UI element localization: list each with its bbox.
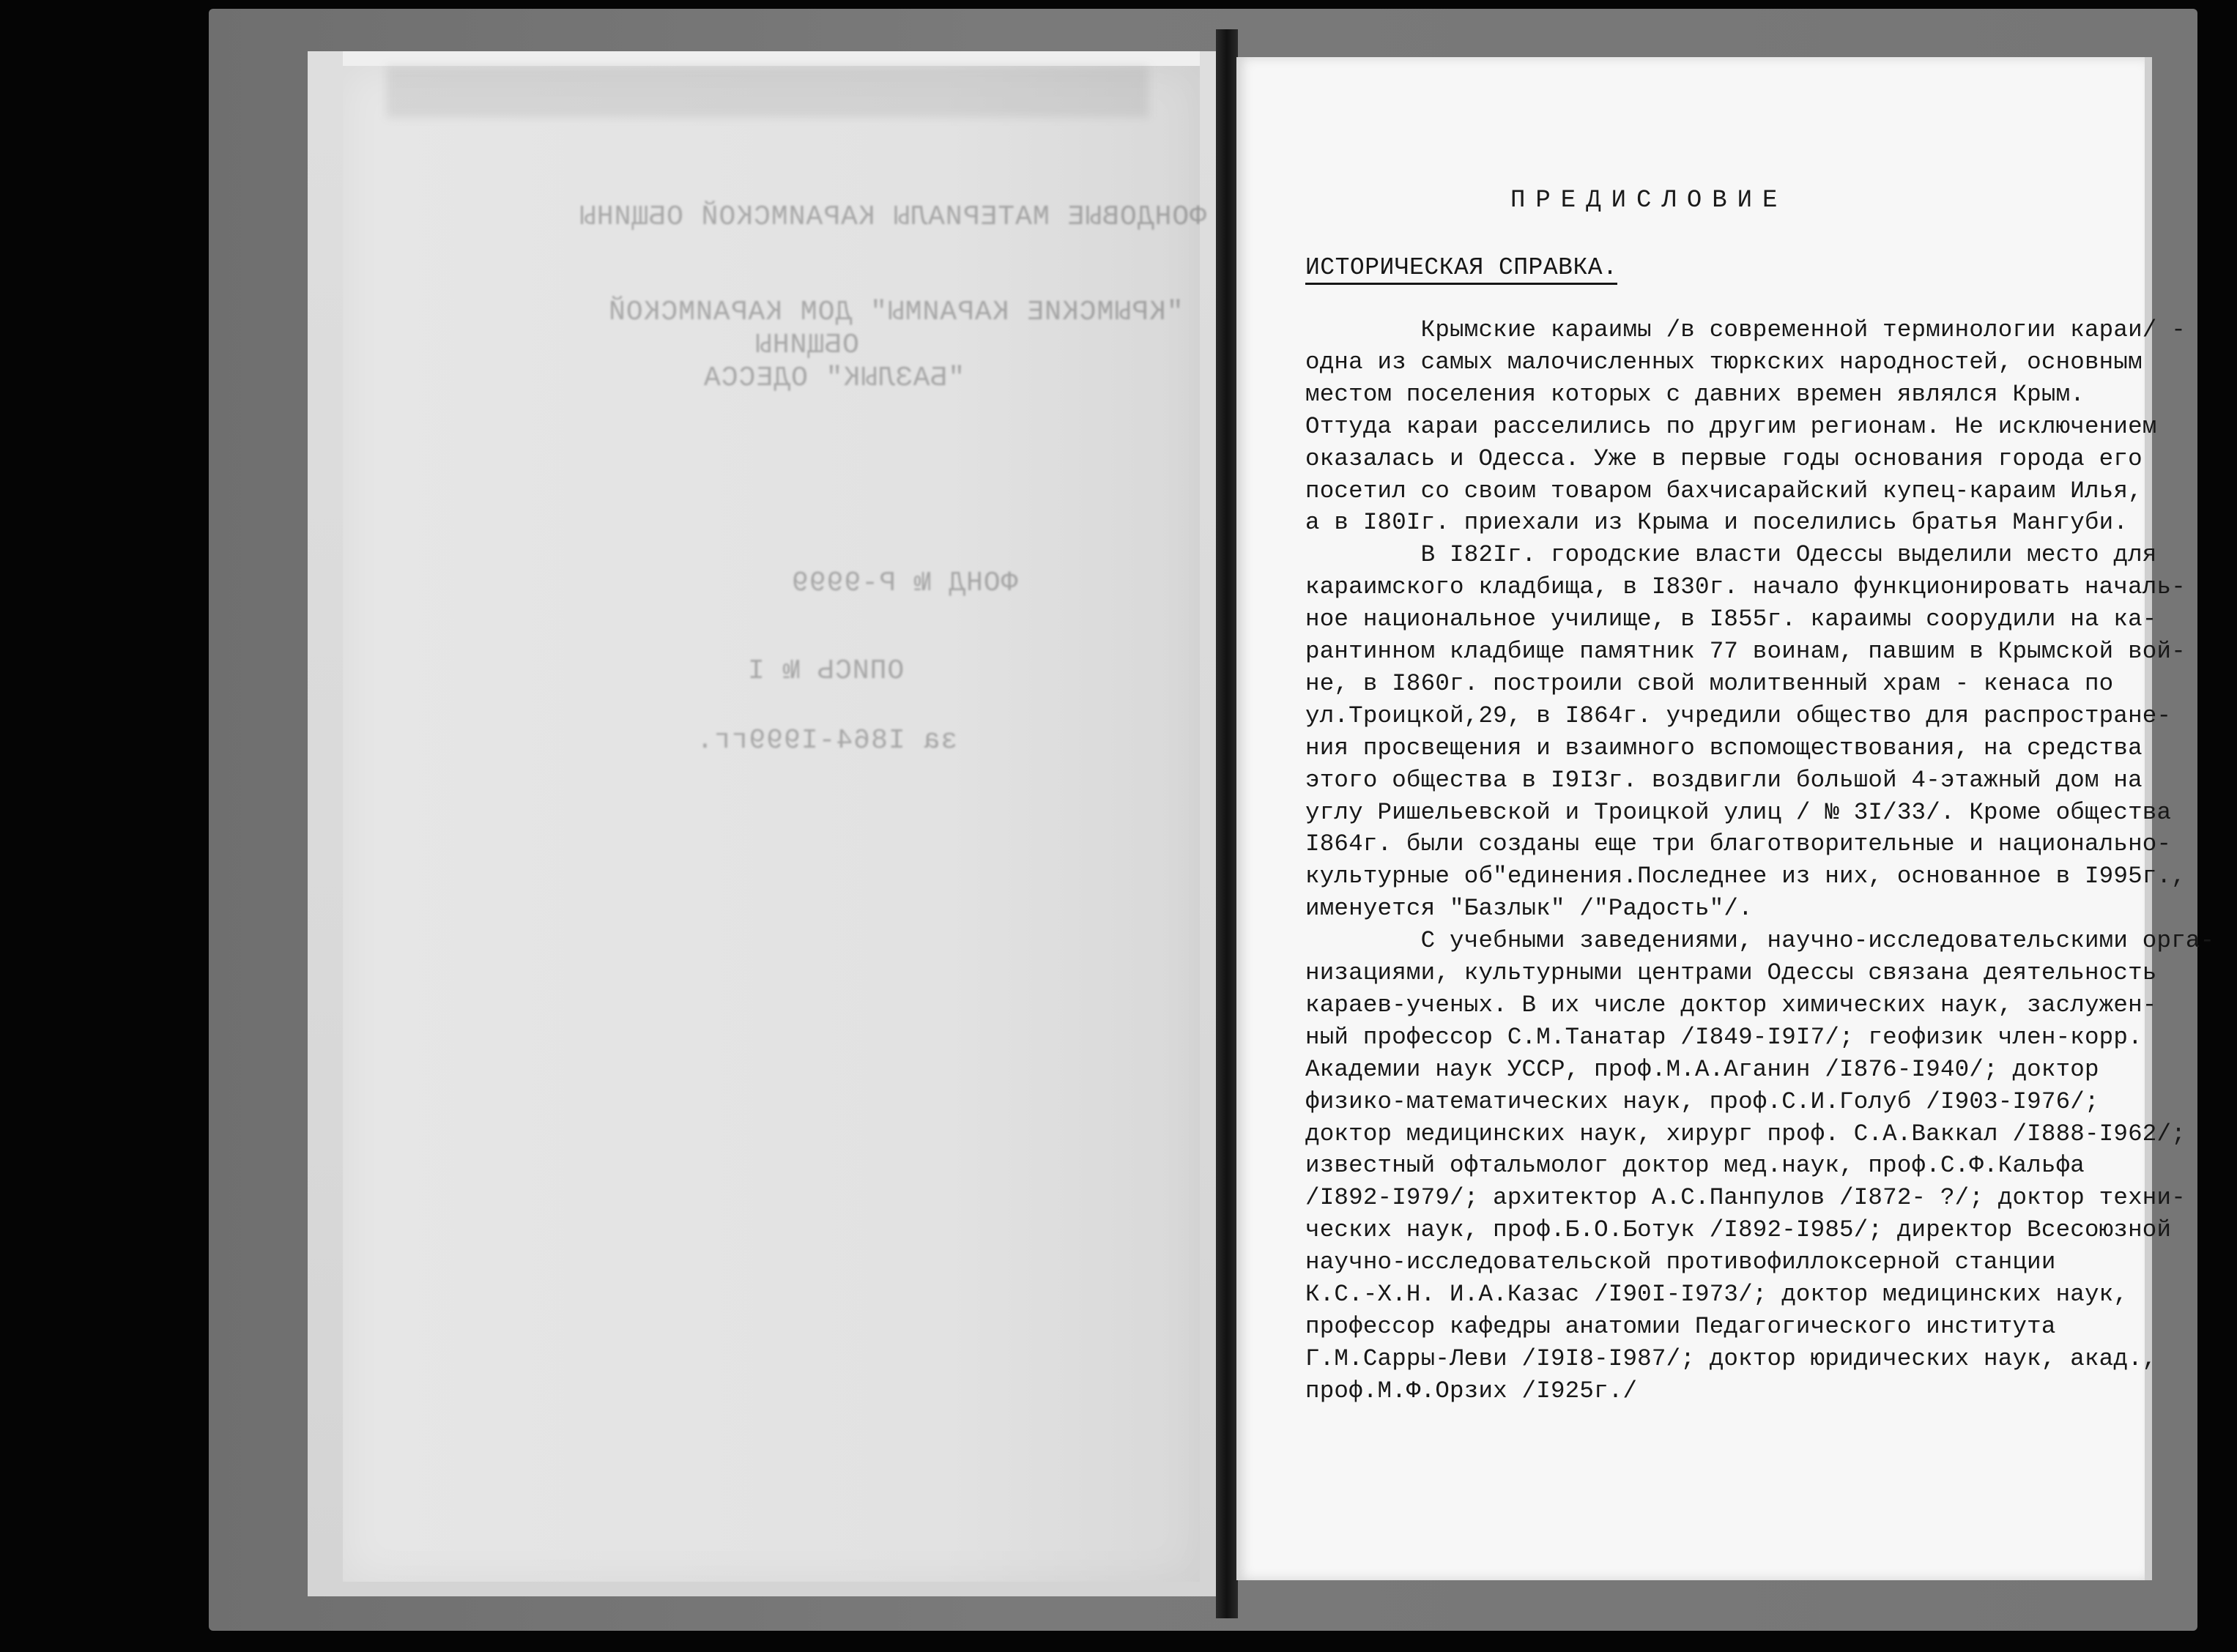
left-page (343, 66, 1200, 1582)
bleed-line-4: "БАЗЛЫК" ОДЕССА (703, 362, 965, 394)
bleed-line-5: ФОНД № Р-9999 (791, 568, 1018, 599)
text-line: проф.М.Ф.Орзих /I925г./ (1305, 1377, 1638, 1404)
text-line: ное национальное училище, в I855г. караимы соорудили на ка- (1305, 606, 2157, 633)
bleed-line-1: ФОНДОВЫЕ МАТЕРИАЛЫ КАРАИМСКОЙ ОБЩИНЫ (579, 201, 1206, 233)
text-line: Оттуда караи расселились по другим регионам. Не исключением (1305, 412, 2157, 440)
text-line: оказалась и Одесса. Уже в первые годы основания города его (1305, 444, 2143, 472)
section-heading: ИСТОРИЧЕСКАЯ СПРАВКА. (1305, 254, 1617, 285)
text-line: не, в I860г. построили свой молитвенный храм - кенаса по (1305, 669, 2114, 697)
text-line: караимского кладбища, в I830г. начало функционировать началь- (1305, 573, 2186, 601)
text-line: ул.Троицкой,29, в I864г. учредили общество для распростране- (1305, 702, 2172, 729)
text-line: караев-ученых. В их числе доктор химических наук, заслужен- (1305, 991, 2157, 1019)
text-line: Крымские караимы /в современной терминологии караи/ - (1305, 316, 2186, 343)
text-line: культурные об"единения.Последнее из них, основанное в I995г., (1305, 863, 2186, 890)
text-line: К.С.-Х.Н. И.А.Казас /I90I-I973/; доктор медицинских наук, (1305, 1281, 2129, 1308)
text-line: ния просвещения и взаимного вспомоществования, на средства (1305, 734, 2143, 762)
text-line: ный профессор С.М.Танатар /I849-I9I7/; геофизик член-корр. (1305, 1023, 2143, 1051)
text-line: посетил со своим товаром бахчисарайский купец-караим Илья, (1305, 477, 2143, 505)
text-line: Академии наук УССР, проф.М.А.Аганин /I876-I940/; доктор (1305, 1055, 2099, 1083)
bleed-line-3: ОБЩИНЫ (754, 330, 859, 361)
text-line: /I892-I979/; архитектор А.С.Панпулов /I872- ?/; доктор техни- (1305, 1184, 2186, 1212)
text-line: профессор кафедры анатомии Педагогического института (1305, 1312, 2056, 1340)
page-title: ПРЕДИСЛОВИЕ (1510, 187, 1788, 215)
bleed-line-2: "КРЫМСКИЕ КАРАИМЫ" ДОМ КАРАИМСКОЙ (608, 297, 1184, 328)
text-line: физико-математических наук, проф.С.И.Голуб /I903-I976/; (1305, 1087, 2099, 1115)
text-line: углу Ришельевской и Троицкой улиц / № 3I/33/. Кроме общества (1305, 798, 2172, 826)
text-line: низациями, культурными центрами Одессы связана деятельность (1305, 959, 2157, 986)
bleed-shadow (387, 66, 1149, 117)
text-line: местом поселения которых с давних времен являлся Крым. (1305, 380, 2085, 408)
book-gutter (1216, 29, 1238, 1618)
text-line: доктор медицинских наук, хирург проф. С.А.Ваккал /I888-I962/; (1305, 1120, 2186, 1147)
text-line: одна из самых малочисленных тюркских народностей, основным (1305, 348, 2143, 376)
text-line: научно-исследовательской противофиллоксерной станции (1305, 1249, 2056, 1276)
text-line: а в I80Iг. приехали из Крыма и поселились братья Мангуби. (1305, 509, 2129, 537)
text-line: именуется "Базлык" /"Радость"/. (1305, 895, 1753, 923)
bleed-line-7: за I864-I999гг. (696, 725, 958, 756)
text-line: I864г. были созданы еще три благотворительные и национально- (1305, 830, 2172, 858)
text-line: рантинном кладбище памятник 77 воинам, павшим в Крымской вой- (1305, 638, 2186, 665)
text-line: известный офтальмолог доктор мед.наук, проф.С.Ф.Кальфа (1305, 1152, 2085, 1180)
text-line: Г.М.Сарры-Леви /I9I8-I987/; доктор юридических наук, акад., (1305, 1344, 2157, 1372)
text-line: ческих наук, проф.Б.О.Ботук /I892-I985/; директор Всесоюзной (1305, 1216, 2172, 1244)
text-line: В I82Iг. городские власти Одессы выделили место для (1305, 541, 2157, 569)
text-line: этого общества в I9I3г. воздвигли большой 4-этажный дом на (1305, 766, 2143, 794)
text-line: С учебными заведениями, научно-исследовательскими орга- (1305, 927, 2215, 955)
bleed-line-6: ОПИСЬ № I (747, 655, 905, 687)
